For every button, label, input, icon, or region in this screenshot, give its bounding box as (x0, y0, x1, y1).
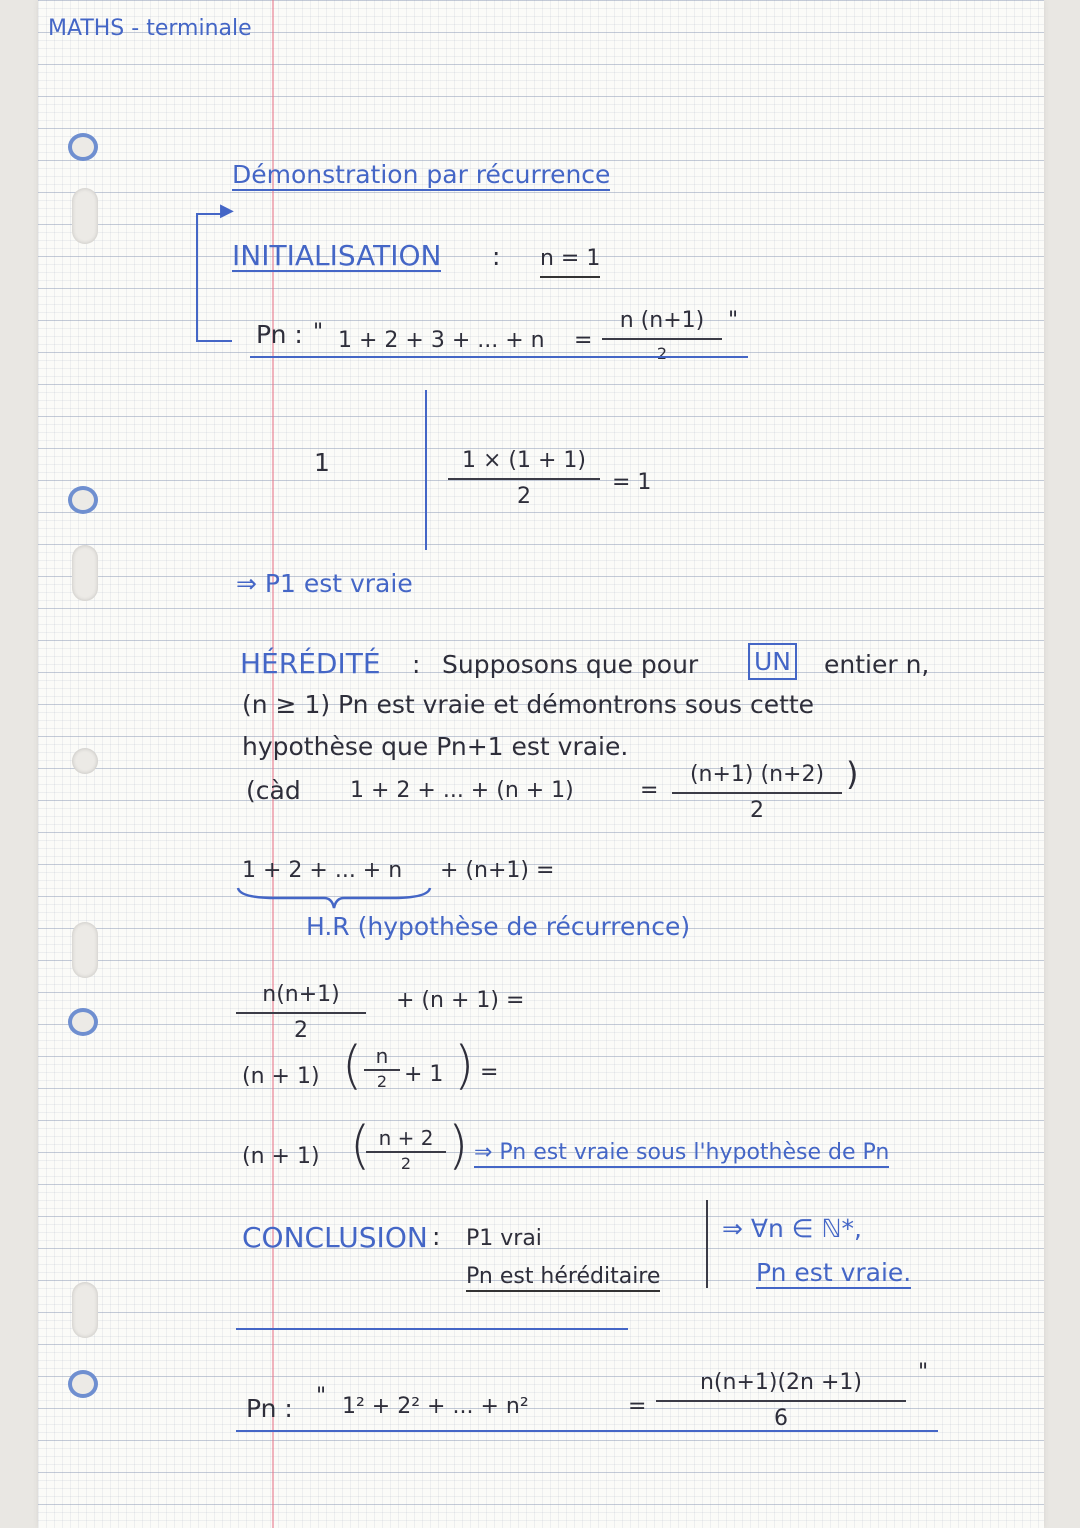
initialisation-colon: : (492, 242, 501, 271)
next-lhs: 1² + 2² + ... + n² (342, 1394, 529, 1419)
cad-lhs: 1 + 2 + ... + (n + 1) (350, 778, 574, 803)
initialisation-case: n = 1 (540, 248, 600, 278)
step2-close-paren: ) (454, 1036, 475, 1096)
step3-conclusion: ⇒ Pn est vraie sous l'hypothèse de Pn (474, 1142, 889, 1168)
statement-fraction (602, 310, 722, 362)
cad-equals: = (640, 778, 659, 803)
binder-hole (72, 545, 98, 601)
conclusion-divider (706, 1200, 708, 1288)
binder-hole (68, 1008, 98, 1036)
left-side-value: 1 (314, 448, 330, 477)
statement-lhs: 1 + 2 + 3 + ... + n (338, 328, 545, 353)
statement-denominator: 2 (656, 344, 668, 363)
header-level: terminale (146, 16, 252, 41)
step2-fraction (364, 1046, 400, 1090)
binder-hole (72, 1282, 98, 1338)
binder-hole (72, 748, 98, 774)
sum-expression: 1 + 2 + ... + n (242, 858, 403, 883)
heredite-colon: : (412, 650, 421, 679)
next-underline (236, 1430, 938, 1432)
next-quote-close: " (918, 1360, 929, 1385)
binder-hole (68, 1370, 98, 1398)
step3-numerator: n + 2 (366, 1128, 446, 1153)
right-side-result: = 1 (612, 470, 652, 495)
right-side-fraction (448, 450, 600, 508)
statement-label: Pn : (256, 320, 303, 349)
next-numerator: n(n+1)(2n +1) (656, 1372, 906, 1402)
step2-open-paren: ( (342, 1036, 363, 1096)
step3-prefix: (n + 1) (242, 1144, 320, 1169)
next-quote-open: " (316, 1384, 327, 1409)
conclusion-colon: : (432, 1222, 441, 1251)
conclusion-point-2: Pn est héréditaire (466, 1266, 660, 1292)
heredite-line-2: (n ≥ 1) Pn est vraie et démontrons sous cette (242, 690, 815, 719)
heredite-boxed-word: UN (748, 643, 797, 680)
step2-rest: + 1 (404, 1062, 444, 1087)
cad-close-paren: ) (846, 755, 859, 793)
step2-prefix: (n + 1) (242, 1064, 320, 1089)
binder-hole (72, 188, 98, 244)
statement-numerator: n (n+1) (602, 310, 722, 340)
step1-fraction (236, 984, 366, 1042)
step2-equals: = (480, 1060, 499, 1085)
section-bracket-foot (196, 340, 232, 342)
curly-brace (236, 884, 432, 910)
statement-equals: = (574, 328, 593, 353)
binder-hole (68, 133, 98, 161)
binder-hole (72, 922, 98, 978)
conclusion-result-1: ⇒ ∀n ∈ ℕ*, (722, 1214, 862, 1243)
right-side-denominator: 2 (517, 484, 531, 509)
step1-rest: + (n + 1) = (396, 988, 525, 1013)
table-divider (425, 390, 427, 550)
heredite-line-1b: entier n, (824, 650, 930, 679)
heredite-heading: HÉRÉDITÉ (240, 647, 381, 680)
arrow-head-icon: ▶ (220, 200, 234, 221)
section-separator (236, 1328, 628, 1330)
margin-line (272, 0, 274, 1528)
page-header (48, 18, 252, 40)
notebook-page (38, 0, 1044, 1528)
next-denominator: 6 (774, 1406, 788, 1431)
heredite-line-3: hypothèse que Pn+1 est vraie. (242, 732, 629, 761)
step2-denominator: 2 (376, 1072, 388, 1091)
next-fraction (656, 1372, 906, 1430)
header-subject: MATHS (48, 16, 125, 41)
header-separator: - (131, 16, 140, 41)
next-equals: = (628, 1394, 647, 1419)
page-title: Démonstration par récurrence (232, 160, 611, 189)
step1-numerator: n(n+1) (236, 984, 366, 1014)
step3-open-paren: ( (350, 1116, 371, 1176)
heredite-line-1a: Supposons que pour (442, 650, 699, 679)
sum-rest: + (n+1) = (440, 858, 555, 883)
step3-fraction (366, 1128, 446, 1172)
statement-quote-open: " (313, 320, 324, 345)
next-label: Pn : (246, 1394, 293, 1423)
step3-denominator: 2 (400, 1154, 412, 1173)
statement-underline (250, 356, 748, 358)
step2-numerator: n (364, 1046, 400, 1071)
step1-denominator: 2 (294, 1018, 308, 1043)
cad-fraction (672, 764, 842, 822)
step3-close-paren: ) (448, 1116, 469, 1176)
conclusion-result-2: Pn est vraie. (756, 1258, 912, 1287)
cad-denominator: 2 (750, 798, 764, 823)
binder-hole (68, 486, 98, 514)
statement-quote-close: " (728, 308, 739, 333)
hr-note: H.R (hypothèse de récurrence) (306, 912, 691, 941)
section-bracket (196, 213, 198, 341)
initialisation-conclusion: ⇒ P1 est vraie (236, 569, 413, 598)
cad-numerator: (n+1) (n+2) (672, 764, 842, 794)
conclusion-heading: CONCLUSION (242, 1221, 428, 1254)
initialisation-heading: INITIALISATION (232, 239, 442, 272)
cad-prefix: (càd (246, 776, 301, 805)
right-side-numerator: 1 × (1 + 1) (448, 450, 600, 480)
conclusion-point-1: P1 vrai (466, 1226, 542, 1251)
